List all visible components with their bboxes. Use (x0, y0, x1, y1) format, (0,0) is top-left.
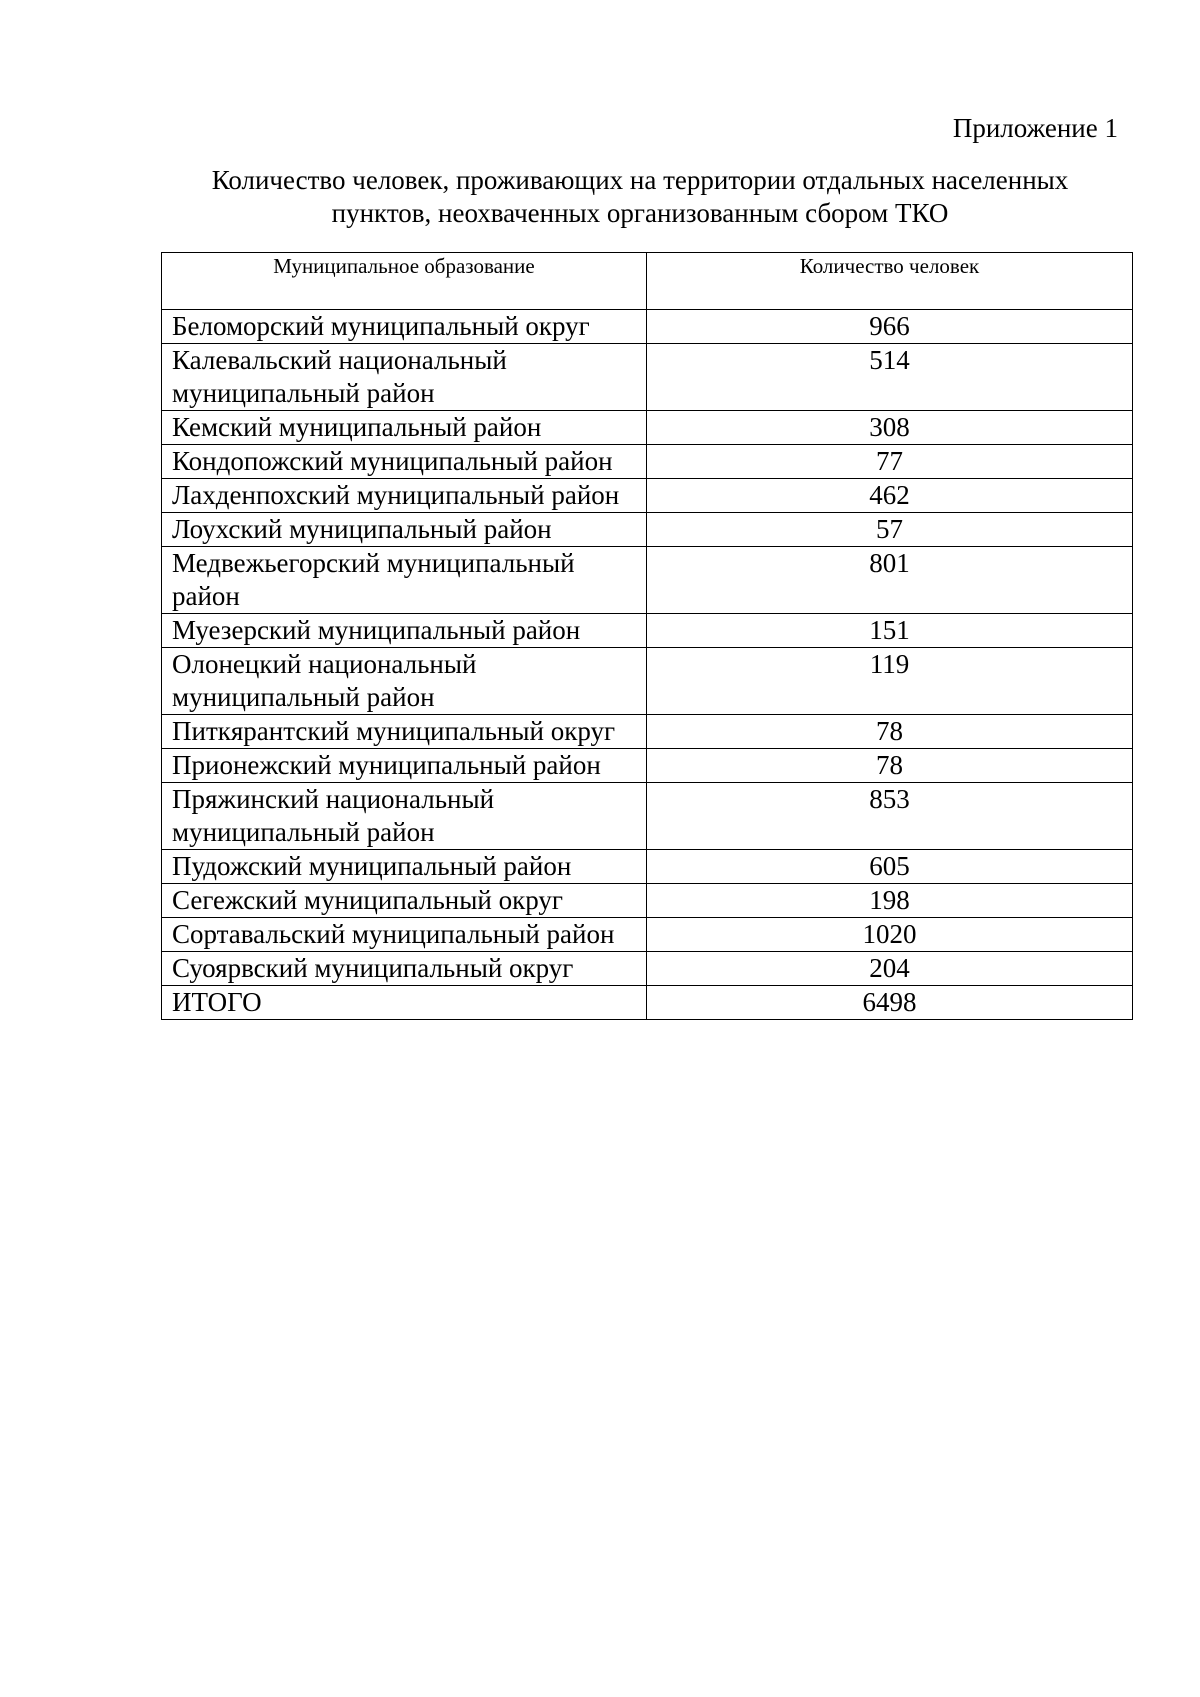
appendix-label: Приложение 1 (952, 113, 1118, 143)
municipality-name: Олонецкий национальный муниципальный район (162, 648, 647, 715)
municipality-name: Лоухский муниципальный район (162, 513, 647, 547)
municipality-name: Пудожский муниципальный район (162, 850, 647, 884)
table-row (162, 344, 1133, 411)
table-header-row (162, 253, 1133, 310)
population-count: 204 (647, 952, 1133, 986)
population-table (161, 252, 1133, 1020)
table-row (162, 952, 1133, 986)
municipality-name: Лахденпохский муниципальный район (162, 479, 647, 513)
table-row (162, 614, 1133, 648)
municipality-name: Суоярвский муниципальный округ (162, 952, 647, 986)
population-count: 198 (647, 884, 1133, 918)
table-row (162, 310, 1133, 344)
municipality-name: Муезерский муниципальный район (162, 614, 647, 648)
population-count: 57 (647, 513, 1133, 547)
total-count: 6498 (647, 986, 1133, 1020)
document-title-line-2: пунктов, неохваченных организованным сбором ТКО (331, 198, 949, 228)
population-count: 119 (647, 648, 1133, 715)
municipality-name: Сортавальский муниципальный район (162, 918, 647, 952)
table-row (162, 445, 1133, 479)
table-row (162, 513, 1133, 547)
total-label: ИТОГО (162, 986, 647, 1020)
municipality-name: Сегежский муниципальный округ (162, 884, 647, 918)
municipality-name: Прионежский муниципальный район (162, 749, 647, 783)
table-row (162, 715, 1133, 749)
population-count: 78 (647, 715, 1133, 749)
table-row (162, 648, 1133, 715)
table-row (162, 547, 1133, 614)
population-count: 308 (647, 411, 1133, 445)
table-row (162, 884, 1133, 918)
municipality-name: Питкярантский муниципальный округ (162, 715, 647, 749)
municipality-name: Пряжинский национальный муниципальный район (162, 783, 647, 850)
municipality-name: Беломорский муниципальный округ (162, 310, 647, 344)
table-row (162, 749, 1133, 783)
total-row (162, 986, 1133, 1020)
population-count: 514 (647, 344, 1133, 411)
population-count: 77 (647, 445, 1133, 479)
municipality-name: Медвежьегорский муниципальный район (162, 547, 647, 614)
municipality-name: Калевальский национальный муниципальный район (162, 344, 647, 411)
table-row (162, 411, 1133, 445)
document-title-line-1: Количество человек, проживающих на территории отдальных населенных (211, 165, 1069, 195)
population-count: 605 (647, 850, 1133, 884)
table-row (162, 479, 1133, 513)
document-title (160, 164, 1120, 230)
population-count: 151 (647, 614, 1133, 648)
column-header-count: Количество человек (647, 253, 1133, 310)
table-row (162, 850, 1133, 884)
municipality-name: Кондопожский муниципальный район (162, 445, 647, 479)
population-count: 462 (647, 479, 1133, 513)
table-row (162, 918, 1133, 952)
table-row (162, 783, 1133, 850)
population-count: 78 (647, 749, 1133, 783)
column-header-municipality: Муниципальное образование (162, 253, 647, 310)
population-count: 801 (647, 547, 1133, 614)
population-count: 1020 (647, 918, 1133, 952)
municipality-name: Кемский муниципальный район (162, 411, 647, 445)
population-count: 853 (647, 783, 1133, 850)
population-count: 966 (647, 310, 1133, 344)
